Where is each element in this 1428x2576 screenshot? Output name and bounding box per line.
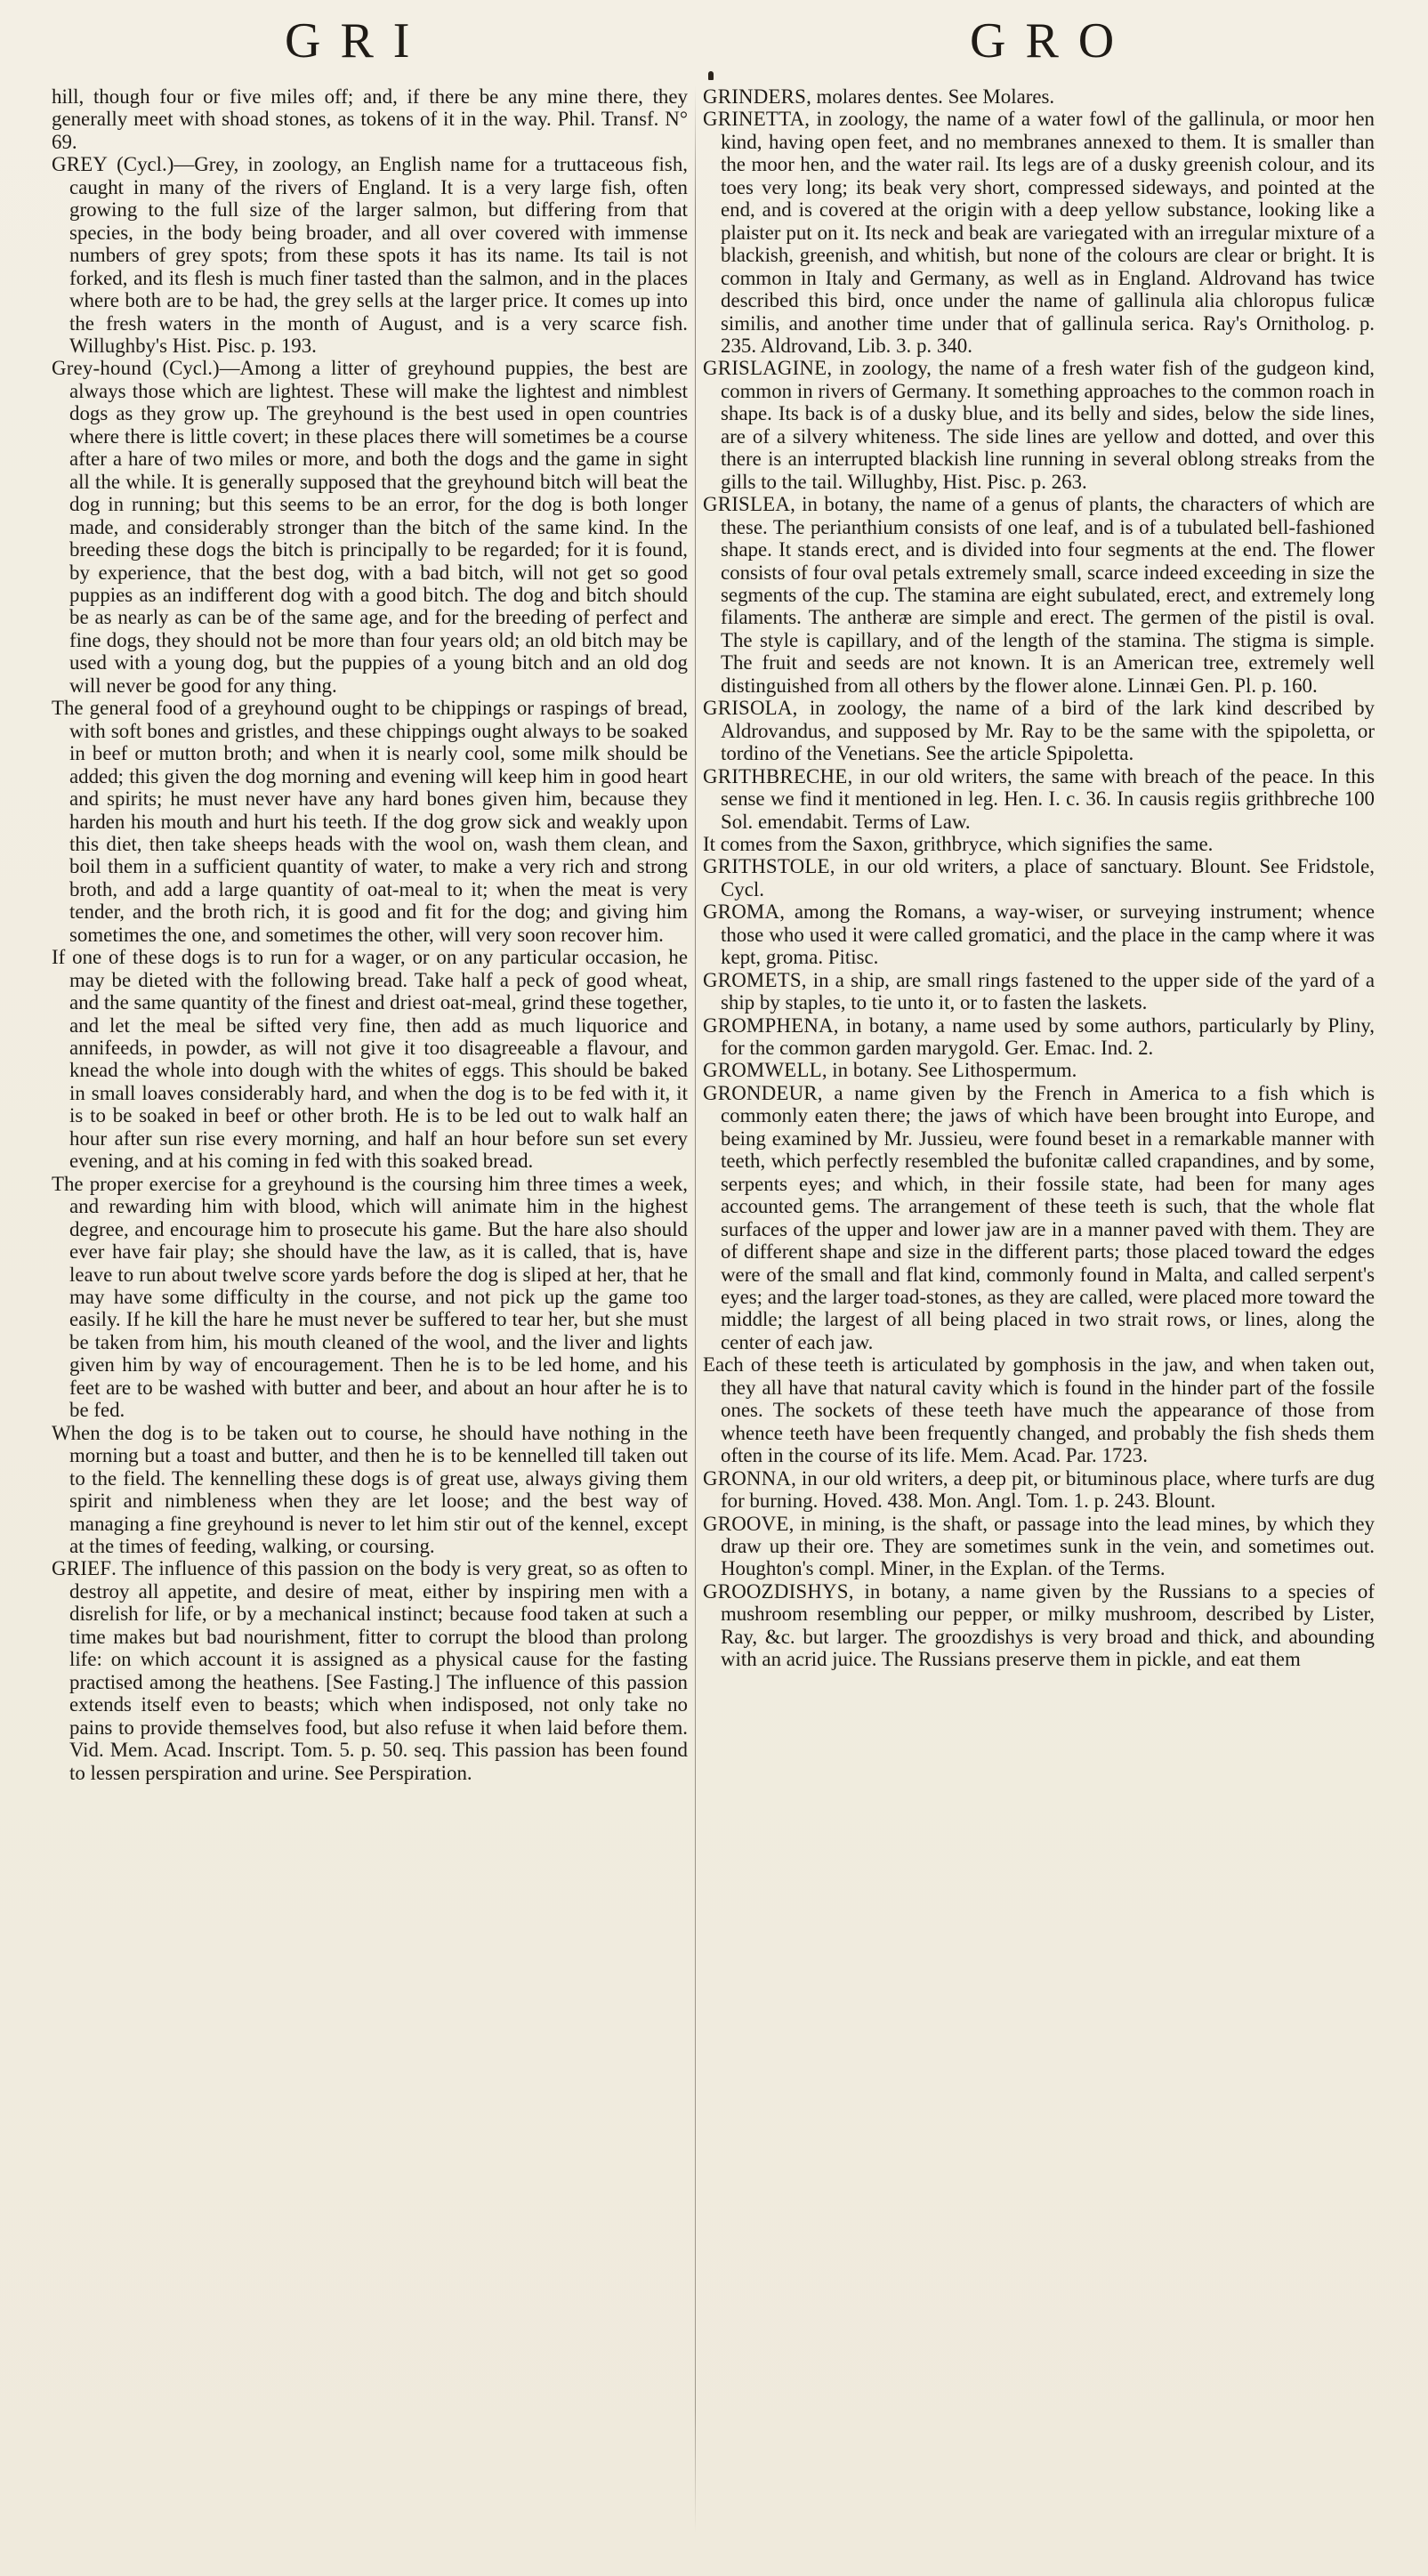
entry-headword: GROOZDISHYS xyxy=(703,1579,849,1603)
entry-text: , in our old writers, a deep pit, or bituminous place, where turfs are dug for burning. Hoved. 438. Mon. Angl. Tom. 1. p. 243. Blount. xyxy=(721,1466,1375,1513)
entry-headword: GROMWELL xyxy=(703,1059,822,1082)
entry-headword: GROMA xyxy=(703,900,780,924)
entry-headword: GRONDEUR xyxy=(703,1081,818,1104)
entry-text: , a name given by the French in America to a fish which is commonly eaten there; the jaws of which have been brought into Europe, and being examined by Mr. Jussieu, were found beset in a remarkable manner with teeth, which perfectly resembled the bufonitæ called crapandines, and by some, serpents eyes; and which, in their fossile state, had been for many ages accounted gems. The arrangement of these teeth is such, that the whole flat surfaces of the upper and lower jaw are in a manner paved with them. They are of different shape and size in the different parts; those placed toward the edges were of the small and flat kind, commonly found in Malta, and called serpent's eyes; and the larger toad-stones, as they are called, were placed more toward the middle; the largest of all being placed in two strait rows, or lines, along the center of each jaw. xyxy=(721,1081,1375,1353)
entry-headword: GRONNA xyxy=(703,1466,792,1490)
dictionary-entry xyxy=(703,1513,1375,1580)
dictionary-entry xyxy=(52,1557,688,1784)
dictionary-entry xyxy=(703,765,1375,833)
dictionary-entry xyxy=(703,1014,1375,1060)
entry-text: , in botany, the name of a genus of plants, the characters of which are these. The perianthium consists of one leaf, and is of a tubulated bell-fashioned shape. It stands erect, and is divided into four segments at the end. The flower consists of four oval petals extremely small, scarce indeed exceeding in size the segments of the cup. The stamina are eight subulated, erect, and extremely long filaments. The antheræ are simple and erect. The germen of the pistil is oval. The style is capillary, and of the length of the stamina. The stigma is simple. The fruit and seeds are not known. It is an American tree, extremely well distinguished from all others by the flower alone. Linnæi Gen. Pl. p. 160. xyxy=(721,493,1375,697)
entry-text: , molares dentes. See Molares. xyxy=(806,85,1055,108)
dictionary-entry xyxy=(703,855,1375,900)
entry-text: , in zoology, the name of a bird of the lark kind described by Aldrovandus, and supposed by Mr. Ray to be the same with the spipoletta, or tordino of the Venetians. See the article Spipoletta. xyxy=(721,697,1375,765)
entry-headword: GROMPHENA xyxy=(703,1013,834,1037)
entry-text: The general food of a greyhound ought to be chippings or raspings of bread, with soft bones and gristles, and these chippings ought always to be soaked in beef or mutton broth; and when it is nearly cool, some milk should be added; this given the dog morning and evening will keep him in good heart and spirits; he must never have any hard bones given him, because they harden his mouth and hurt his teeth. If the dog grow sick and weakly upon this diet, then take sheeps heads with the wool on, wash them clean, and boil them in a sufficient quantity of water, to make a very rich and strong broth, and add a large quantity of oat-meal to it; when the meat is very tender, and the broth rich, it is good and fit for the dog; and giving him sometimes the one, and sometimes the other, will very soon recover him. xyxy=(52,697,688,946)
entry-text: It comes from the Saxon, grithbryce, which signifies the same. xyxy=(703,832,1214,855)
dictionary-entry xyxy=(703,108,1375,357)
dictionary-entry xyxy=(703,1580,1375,1671)
dictionary-entry xyxy=(52,153,688,357)
dictionary-entry xyxy=(703,969,1375,1014)
dictionary-entry xyxy=(52,946,688,1173)
dictionary-entry xyxy=(703,833,1375,855)
dictionary-entry xyxy=(703,1353,1375,1466)
entry-text: hill, though four or five miles off; and, if there be any mine there, they generally meet with shoad stones, as tokens of it in the way. Phil. Transf. N° 69. xyxy=(52,85,688,153)
dictionary-entry xyxy=(703,1082,1375,1353)
entry-headword: GROMETS xyxy=(703,968,802,991)
left-column xyxy=(52,85,688,2561)
dictionary-entry xyxy=(703,697,1375,764)
entry-headword: Grey-hound xyxy=(52,357,152,380)
entry-text: (Cycl.)—Grey, in zoology, an English name for a truttaceous fish, caught in many of the rivers of England. It is a very large fish, often growing to the full size of the larger salmon, but differing from that species, in the body being broader, and all over covered with immense numbers of grey spots; from these spots it has its name. Its tail is not forked, and its flesh is much finer tasted than the salmon, and in the places where both are to be had, the grey sells at the larger price. It comes up into the fresh waters in the month of August, and is a very scarce fish. Willughby's Hist. Pisc. p. 193. xyxy=(69,153,688,357)
dictionary-entry xyxy=(703,1059,1375,1081)
running-head-right: GRO xyxy=(970,13,1134,69)
entry-text: , in botany, a name given by the Russians to a species of mushroom resembling our pepper, or milky mushroom, described by Lister, Ray, &c. but larger. The groozdishys is very broad and thick, and abounding with an acrid juice. The Russians preserve them in pickle, and eat them xyxy=(721,1579,1375,1671)
entry-text: , in our old writers, a place of sanctuary. Blount. See Fridstole, Cycl. xyxy=(721,855,1375,900)
entry-text: , in botany, a name used by some authors, particularly by Pliny, for the common garden marygold. Ger. Emac. Ind. 2. xyxy=(721,1013,1375,1060)
entry-text: The proper exercise for a greyhound is the coursing him three times a week, and rewarding him with blood, which will animate him in the highest degree, and encourage him to prosecute his game. But the hare also should ever have fair play; she should have the law, as it is called, that is, have leave to run about twelve score yards before the dog is sliped at her, that he may have some difficulty in the course, and not pick up the game too easily. If he kill the hare he must never be suffered to tear her, but she must be taken from him, his mouth cleaned of the wool, and the liver and lights given him by way of encouragement. Then he is to be led home, and his feet are to be washed with butter and beer, and about an hour after he is to be fed. xyxy=(52,1172,688,1422)
entry-text: , among the Romans, a way-wiser, or surveying instrument; whence those who used it were called gromatici, and the place in the camp where it was kept, groma. Pitisc. xyxy=(721,900,1375,969)
running-head-left: GRI xyxy=(285,13,430,69)
entry-headword: GRISLAGINE xyxy=(703,357,827,380)
entry-text: , in our old writers, the same with breach of the peace. In this sense we find it mentioned in leg. Hen. I. c. 36. In causis regiis grithbreche 100 Sol. emendabit. Terms of Law. xyxy=(721,764,1375,833)
entry-headword: GRIEF xyxy=(52,1557,112,1580)
entry-text: Each of these teeth is articulated by gomphosis in the jaw, and when taken out, they all have that natural cavity which is found in the hinder part of the fossile ones. The sockets of these teeth have much the appearance of those from whence teeth have been frequently changed, and probably the fish sheds them often in the course of its life. Mem. Acad. Par. 1723. xyxy=(703,1353,1375,1467)
entry-headword: GRITHBRECHE xyxy=(703,764,848,787)
entry-headword: GROOVE xyxy=(703,1512,789,1535)
entry-text: When the dog is to be taken out to course, he should have nothing in the morning but a toast and butter, and then he is to be kennelled till taken out to the field. The kennelling these dogs is of great use, always giving them spirit and nimbleness when they are let loose; and the best way of managing a fine greyhound is never to let him stir out of the kennel, except at the times of feeding, walking, or coursing. xyxy=(52,1421,688,1557)
entry-text: If one of these dogs is to run for a wager, or on any particular occasion, he may be dieted with the following bread. Take half a peck of good wheat, and the same quantity of the finest and driest oat-meal, grind these together, and let the meal be sifted very fine, then add as much liquorice and annifeeds, in powder, as will not give it too disagreeable a flavour, and knead the whole into dough with the whites of eggs. This should be baked in small loaves considerably hard, and when the dog is to be fed with it, it is to be soaked in beef or other broth. He is to be led out to walk half an hour after sun rise every morning, and half an hour before sun set every evening, and at his coming in fed with this soaked bread. xyxy=(52,946,688,1173)
entry-headword: GRINETTA xyxy=(703,108,805,131)
dictionary-entry xyxy=(52,1422,688,1558)
entry-headword: GRISOLA xyxy=(703,697,793,720)
dictionary-entry xyxy=(52,697,688,946)
dictionary-entry xyxy=(703,85,1375,108)
entry-text: . The influence of this passion on the body is very great, so as often to destroy all appetite, and desire of meat, either by inspiring men with a disrelish for life, or by a mechanical instinct; because food taken at such a time makes but bad nourishment, fitter to corrupt the blood than prolong life: on which account it is assigned as a physical cause for the fasting practised among the heathens. [See Fasting.] The influence of this passion extends itself even to beasts; which when indisposed, not only take no pains to provide themselves food, but also refuse it when laid before them. Vid. Mem. Acad. Inscript. Tom. 5. p. 50. seq. This passion has been found to lessen perspiration and urine. See Perspiration. xyxy=(69,1557,688,1784)
ornament-mark xyxy=(708,71,714,80)
dictionary-entry xyxy=(52,357,688,697)
entry-headword: GRITHSTOLE xyxy=(703,855,830,878)
entry-text: , in mining, is the shaft, or passage into the lead mines, by which they draw up their ore. They are sometimes sunk in the vein, and sometimes out. Houghton's compl. Miner, in the Explan. of the Terms. xyxy=(721,1512,1375,1580)
dictionary-entry xyxy=(703,900,1375,968)
entry-headword: GREY xyxy=(52,153,109,176)
entry-text: (Cycl.)—Among a litter of greyhound puppies, the best are always those which are lightest. These will make the lightest and nimblest dogs as they grow up. The greyhound is the best used in open countries where there is little covert; in these places there will sometimes be a course after a hare of two miles or more, and both the dogs and the game in sight all the while. It is generally supposed that the greyhound bitch will beat the dog in running; but this seems to be an error, for the dog is both longer made, and considerably stronger than the bitch of the same kind. In the breeding these dogs the bitch is principally to be regarded; for it is found, by experience, that the best dog, with a bad bitch, will not get so good puppies as an indifferent dog with a good bitch. The dog and bitch should be as nearly as can be of the same age, and for the breeding of perfect and fine dogs, they should not be more than four years old; an old bitch may be used with a young dog, but the puppies of a young bitch and an old dog will never be good for any thing. xyxy=(69,357,688,697)
entry-headword: GRINDERS xyxy=(703,85,807,108)
dictionary-entry xyxy=(703,1467,1375,1513)
entry-text: , in zoology, the name of a fresh water fish of the gudgeon kind, common in rivers of Germany. It something approaches to the common roach in shape. Its back is of a dusky blue, and its belly and sides, below the side lines, are of a silvery whiteness. The side lines are yellow and dotted, and over this there is an interrupted blackish line running in several oblong streaks from the gills to the tail. Willughby, Hist. Pisc. p. 263. xyxy=(721,357,1375,493)
column-rule xyxy=(695,85,696,2532)
right-column xyxy=(703,85,1375,2561)
dictionary-entry xyxy=(703,357,1375,493)
entry-text: , in a ship, are small rings fastened to the upper side of the yard of a ship by staples, to tie unto it, or to fasten the laskets. xyxy=(721,968,1375,1014)
dictionary-entry xyxy=(52,85,688,153)
entry-headword: GRISLEA xyxy=(703,493,791,516)
dictionary-entry xyxy=(52,1173,688,1422)
dictionary-entry xyxy=(703,493,1375,697)
entry-text: , in botany. See Lithospermum. xyxy=(821,1059,1077,1082)
entry-text: , in zoology, the name of a water fowl of the gallinula, or moor hen kind, having open feet, and no membranes annexed to them. It is smaller than the moor hen, and the water rail. Its legs are of a dusky greenish colour, and its toes very long; its beak very short, compressed sideways, and pointed at the end, and is covered at the origin with a deep yellow substance, looking like a plaister put on it. Its neck and beak are variegated with an irregular mixture of a blackish, greenish, and whitish, but none of the colours are clear or bright. It is common in Italy and Germany, as well as in England. Aldrovand has twice described this bird, once under the name of gallinula alia chloropus fulicæ similis, and another time under that of gallinula serica. Ray's Ornitholog. p. 235. Aldrovand, Lib. 3. p. 340. xyxy=(721,108,1375,357)
